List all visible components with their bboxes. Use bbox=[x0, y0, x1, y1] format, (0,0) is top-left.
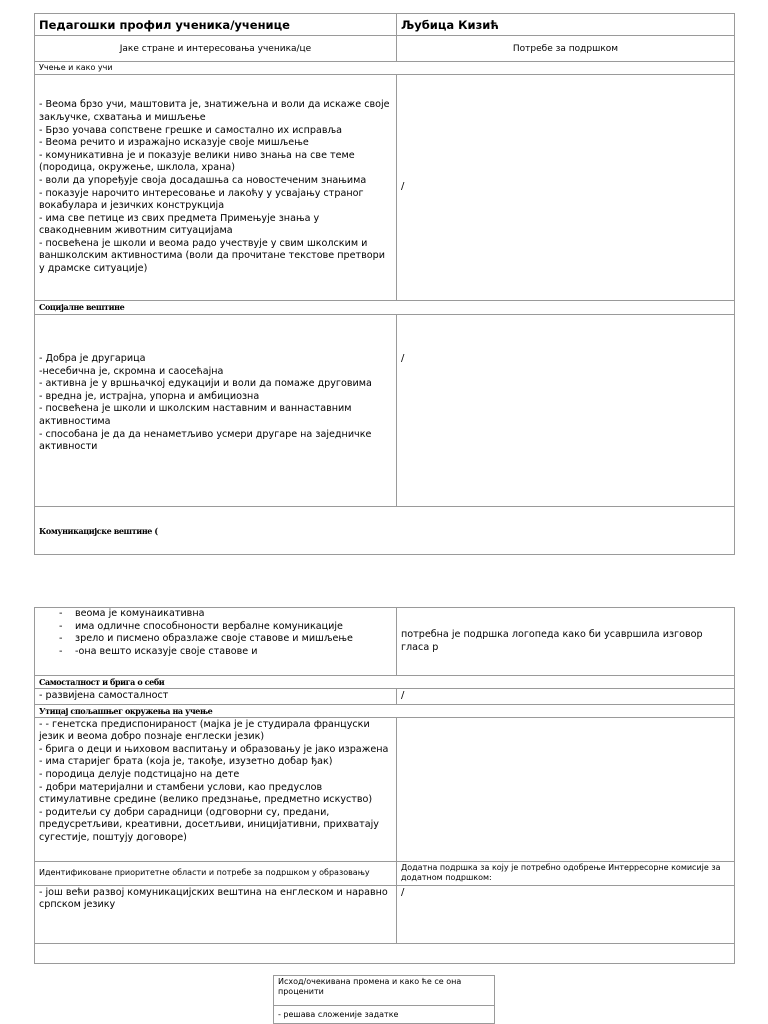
list-item: - зрело и писмено образлаже своје ставове и мишљење bbox=[75, 633, 392, 646]
list-item: - Веома речито и изражајно исказује своје мишљење bbox=[39, 137, 309, 149]
student-name: Љубица Кизић bbox=[397, 14, 735, 36]
list-item: - способана је да да ненаметљиво усмери другаре на заједничке активности bbox=[39, 428, 372, 453]
list-item: - породица делује подстицајно на дете bbox=[39, 768, 240, 780]
profile-title: Педагошки профил ученика/ученице bbox=[35, 14, 397, 36]
outcome-table bbox=[273, 975, 495, 1024]
list-item: - посвећена је школи и веома радо учествује у свим школским и ваншколским активностима (воли да прочитане текстове претвори у драмске ситуације) bbox=[39, 237, 385, 275]
list-item: - воли да упоређује своја досадашња са новостеченим знањима bbox=[39, 174, 367, 186]
list-item: - -она вешто исказује своје ставове и bbox=[75, 646, 392, 659]
section-learning-heading: Учење и како учи bbox=[35, 62, 735, 75]
list-item: - - генетска предиспонираност (мајка је је студирала француски језик и веома добро познаје енглески језик) bbox=[39, 718, 370, 743]
environment-support bbox=[397, 717, 735, 861]
independence-support: / bbox=[397, 689, 735, 705]
column-header-support: Потребе за подршком bbox=[397, 36, 735, 62]
profile-table-bottom bbox=[34, 607, 735, 964]
list-item: - показује нарочито интересовање и лакоћу у усвајању страног вокабулара и језичких конструкција bbox=[39, 187, 364, 212]
list-item: - има све петице из свих предмета Примењује знања у свакодневним животним ситуацијама bbox=[39, 212, 320, 237]
priorities-right-content: / bbox=[397, 885, 735, 943]
priorities-left-heading: Идентификоване приоритетне области и потребе за подршком у образовању bbox=[35, 861, 397, 885]
list-item: - веома је комунаикативна bbox=[75, 608, 392, 621]
list-item: -несебична је, скромна и саосећајна bbox=[39, 365, 224, 377]
list-item: - Добра је другарица bbox=[39, 353, 146, 364]
learning-support: / bbox=[397, 75, 735, 301]
independence-strengths: - развијена самосталност bbox=[35, 689, 397, 705]
list-item: - брига о деци и њиховом васпитању и образовању је јако изражена bbox=[39, 743, 389, 755]
communication-strengths bbox=[35, 608, 397, 676]
outcome-heading: Исход/очекивана промена и како ће се она проценити bbox=[274, 976, 495, 1006]
priorities-right-heading: Додатна подршка за коју је потребно одобрење Интерресорне комисије за додатном подршком: bbox=[397, 861, 735, 885]
list-item: - Веома брзо учи, маштовита је, знатижељна и воли да искаже своје закључке, схватања и мишљење bbox=[39, 99, 390, 123]
list-item: - родитељи су добри сарадници (одговорни су, предани, предусретљиви, креативни, досетљиви, иницијативни, прихватају сугестије, поштују договоре) bbox=[39, 806, 379, 843]
priorities-left-content: - још већи развој комуникацијских вештина на енглеском и наравно српском језику bbox=[35, 885, 397, 943]
list-item: - Брзо уочава сопствене грешке и самостално их исправља bbox=[39, 124, 343, 136]
section-social-heading: Социјалне вештине bbox=[35, 301, 735, 315]
list-item: - комуникативна је и показује велики ниво знања на све теме (породица, окружење, шклола, храна) bbox=[39, 149, 355, 174]
list-item: - активна је у вршњачкој едукацији и воли да помаже друговима bbox=[39, 378, 372, 390]
section-environment-heading: Утицај спољашњег окружења на учење bbox=[35, 704, 735, 717]
profile-table-top bbox=[34, 13, 735, 555]
learning-strengths bbox=[35, 75, 397, 301]
section-independence-heading: Самосталност и брига о себи bbox=[35, 676, 735, 689]
list-item: - добри материјални и стамбени услови, као предуслов стимулативне средине (велико предзнање, предметно искуство) bbox=[39, 781, 373, 806]
list-item: - вредна је, истрајна, упорна и амбициозна bbox=[39, 390, 260, 402]
list-item: - има старијег брата (која је, такође, изузетно добар ђак) bbox=[39, 756, 333, 768]
list-item: - има одличне способноности вербалне комуникације bbox=[75, 621, 392, 634]
communication-support: потребна је подршка логопеда како би усавршила изговор гласа р bbox=[397, 608, 735, 676]
social-strengths bbox=[35, 315, 397, 507]
list-item: - посвећена је школи и школским наставним и ваннаставним активностима bbox=[39, 403, 352, 427]
environment-strengths bbox=[35, 717, 397, 861]
empty-row bbox=[35, 943, 735, 963]
social-support: / bbox=[397, 315, 735, 507]
section-communication-heading: Комуникацијске вештине ( bbox=[35, 507, 735, 555]
column-header-strengths: Јаке стране и интересовања ученика/це bbox=[35, 36, 397, 62]
outcome-content: - решава сложеније задатке bbox=[274, 1006, 495, 1024]
